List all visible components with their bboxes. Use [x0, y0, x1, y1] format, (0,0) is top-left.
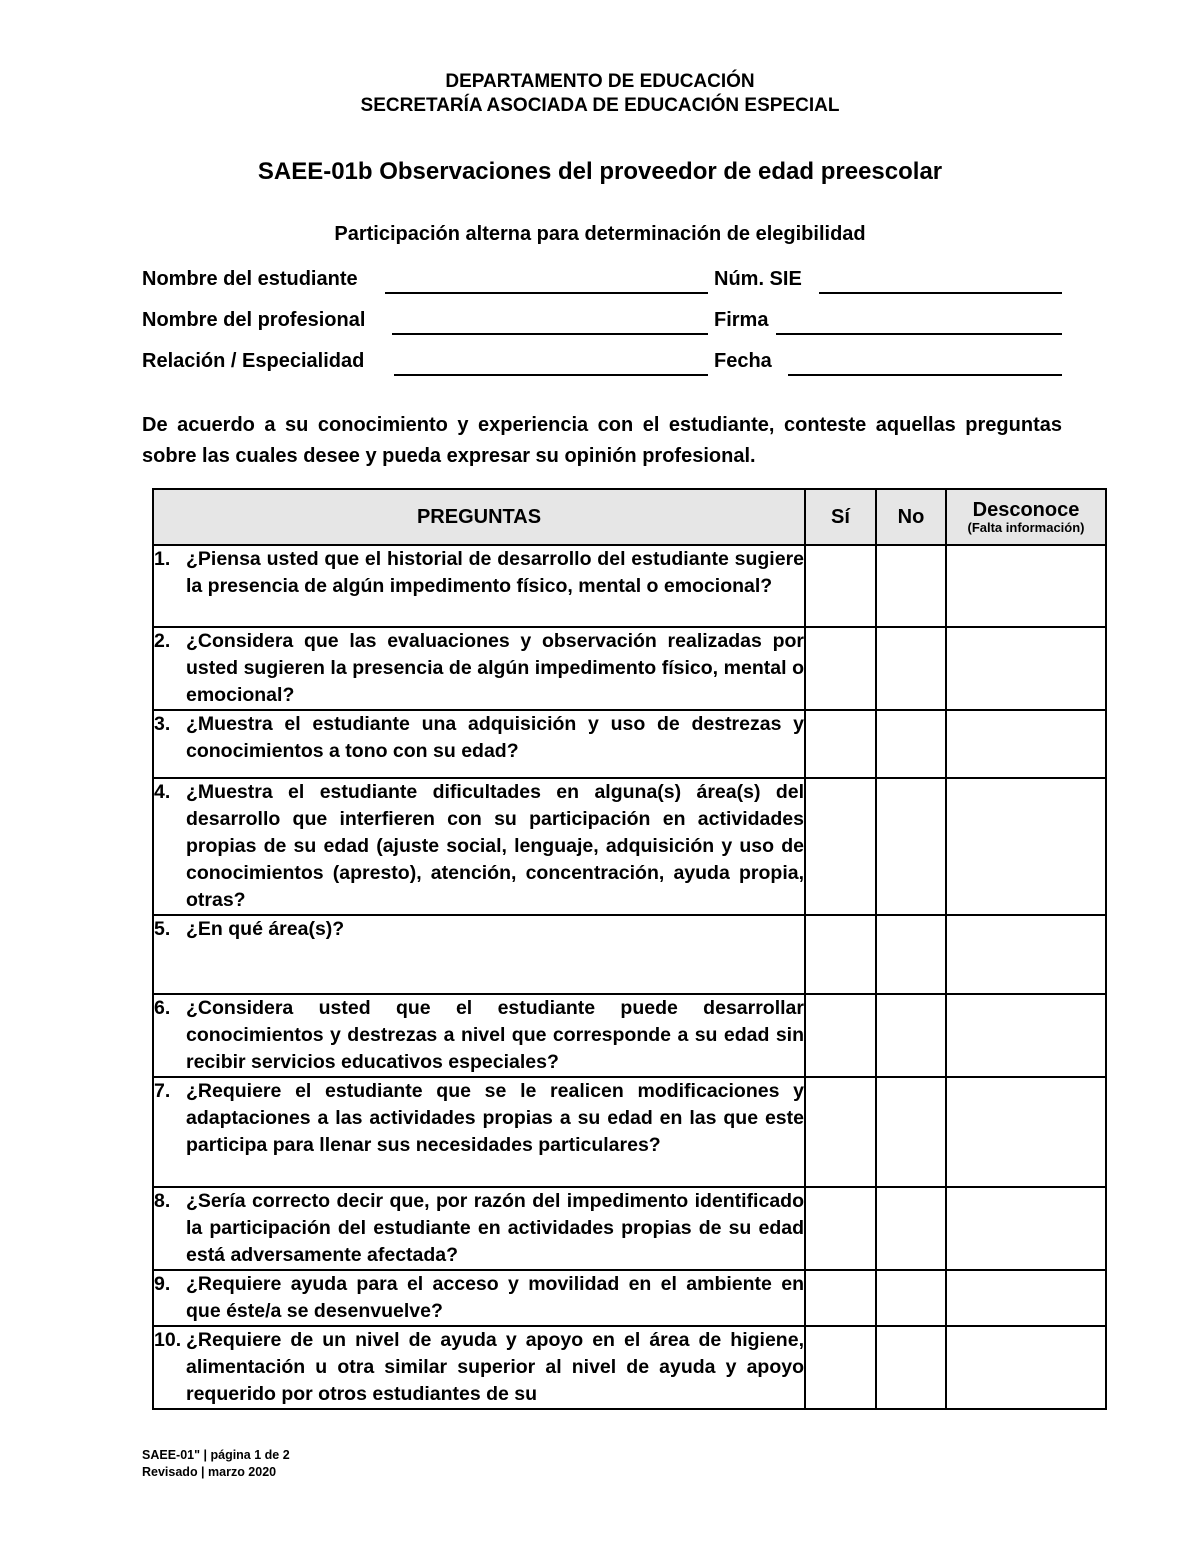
question-text: ¿Requiere de un nivel de ayuda y apoyo en el área de higiene, alimentación u otra similar superior al nivel de ayuda y apoyo requerido por otros estudiantes de su [186, 1329, 804, 1405]
answer-yes-cell[interactable] [805, 1187, 876, 1270]
form-title: SAEE-01b Observaciones del proveedor de edad preescolar [257, 158, 943, 185]
table-row [153, 915, 1106, 994]
question-cell [153, 994, 805, 1077]
answer-no-cell[interactable] [876, 994, 946, 1077]
header-no: No [876, 489, 946, 545]
question-cell [153, 710, 805, 778]
professional-name-line[interactable] [392, 333, 708, 335]
header-questions: PREGUNTAS [153, 489, 805, 545]
answer-unknown-cell[interactable] [946, 915, 1106, 994]
question-number: 3. [154, 713, 171, 735]
answer-yes-cell[interactable] [805, 545, 876, 627]
signature-line[interactable] [776, 333, 1062, 335]
table-row [153, 778, 1106, 915]
answer-yes-cell[interactable] [805, 915, 876, 994]
answer-no-cell[interactable] [876, 545, 946, 627]
header-unknown-sub: (Falta información) [967, 520, 1085, 535]
answer-unknown-cell[interactable] [946, 710, 1106, 778]
header-unknown [946, 489, 1106, 545]
answer-no-cell[interactable] [876, 915, 946, 994]
answer-no-cell[interactable] [876, 1270, 946, 1326]
table-row [153, 545, 1106, 627]
sie-number-line[interactable] [819, 292, 1062, 294]
professional-name-label: Nombre del profesional [142, 309, 366, 331]
answer-yes-cell[interactable] [805, 778, 876, 915]
table-row [153, 994, 1106, 1077]
field-row-student [142, 268, 1062, 298]
answer-no-cell[interactable] [876, 778, 946, 915]
footer-revision: Revisado | marzo 2020 [142, 1465, 277, 1479]
table-header-row [153, 489, 1106, 545]
relation-line[interactable] [394, 374, 708, 376]
question-number: 9. [154, 1273, 171, 1295]
header-unknown-label: Desconoce [972, 499, 1080, 521]
answer-unknown-cell[interactable] [946, 1326, 1106, 1409]
question-text: ¿En qué área(s)? [186, 918, 345, 940]
answer-no-cell[interactable] [876, 710, 946, 778]
answer-yes-cell[interactable] [805, 710, 876, 778]
question-cell [153, 1326, 805, 1409]
student-name-line[interactable] [385, 292, 708, 294]
header-yes: Sí [805, 489, 876, 545]
answer-unknown-cell[interactable] [946, 1270, 1106, 1326]
question-cell [153, 1187, 805, 1270]
answer-unknown-cell[interactable] [946, 627, 1106, 710]
question-number: 5. [154, 918, 171, 940]
instructions-text: De acuerdo a su conocimiento y experiencia con el estudiante, conteste aquellas preguntas sobre las cuales desee y pueda expresar su opinión profesional. [142, 414, 1062, 467]
answer-unknown-cell[interactable] [946, 778, 1106, 915]
question-number: 1. [154, 548, 171, 570]
page-footer [142, 1447, 290, 1481]
field-row-relation [142, 350, 1062, 380]
answer-no-cell[interactable] [876, 627, 946, 710]
answer-unknown-cell[interactable] [946, 1077, 1106, 1187]
answer-yes-cell[interactable] [805, 1326, 876, 1409]
question-cell [153, 778, 805, 915]
question-number: 4. [154, 781, 171, 803]
question-text: ¿Considera usted que el estudiante puede desarrollar conocimientos y destrezas a nivel que corresponde a su edad sin recibir servicios educativos especiales? [186, 997, 804, 1073]
question-cell [153, 627, 805, 710]
secretariat-name: SECRETARÍA ASOCIADA DE EDUCACIÓN ESPECIAL [360, 95, 840, 116]
question-text: ¿Piensa usted que el historial de desarrollo del estudiante sugiere la presencia de algún impedimento físico, mental o emocional? [186, 548, 804, 597]
answer-unknown-cell[interactable] [946, 994, 1106, 1077]
questions-table [152, 488, 1107, 1410]
table-row [153, 1326, 1106, 1409]
question-text: ¿Considera que las evaluaciones y observación realizadas por usted sugieren la presencia de algún impedimento físico, mental o emocional? [186, 630, 804, 706]
answer-yes-cell[interactable] [805, 1270, 876, 1326]
question-number: 8. [154, 1190, 171, 1212]
answer-no-cell[interactable] [876, 1326, 946, 1409]
answer-yes-cell[interactable] [805, 994, 876, 1077]
answer-no-cell[interactable] [876, 1187, 946, 1270]
question-text: ¿Muestra el estudiante dificultades en alguna(s) área(s) del desarrollo que interfieren con su participación en actividades propias de su edad (ajuste social, lenguaje, adquisición y uso de conocimientos (apresto), atención, concentración, ayuda propia, otras? [186, 781, 804, 911]
department-name: DEPARTAMENTO DE EDUCACIÓN [445, 71, 755, 92]
question-cell [153, 915, 805, 994]
table-row [153, 1077, 1106, 1187]
student-name-label: Nombre del estudiante [142, 268, 358, 290]
question-number: 10. [154, 1329, 182, 1351]
table-row [153, 710, 1106, 778]
date-label: Fecha [714, 350, 772, 372]
signature-label: Firma [714, 309, 769, 331]
field-row-professional [142, 309, 1062, 339]
answer-yes-cell[interactable] [805, 1077, 876, 1187]
answer-yes-cell[interactable] [805, 627, 876, 710]
form-subtitle: Participación alterna para determinación de elegibilidad [334, 223, 866, 245]
table-row [153, 1270, 1106, 1326]
table-row [153, 1187, 1106, 1270]
question-cell [153, 1270, 805, 1326]
question-number: 2. [154, 630, 171, 652]
answer-unknown-cell[interactable] [946, 1187, 1106, 1270]
question-text: ¿Sería correcto decir que, por razón del impedimento identificado la participación del estudiante en actividades propias de su edad está adversamente afectada? [186, 1190, 804, 1266]
document-header [0, 70, 1200, 118]
question-number: 6. [154, 997, 171, 1019]
question-number: 7. [154, 1080, 171, 1102]
relation-label: Relación / Especialidad [142, 350, 365, 372]
sie-number-label: Núm. SIE [714, 268, 802, 290]
question-text: ¿Requiere ayuda para el acceso y movilidad en el ambiente en que éste/a se desenvuelve? [186, 1273, 804, 1322]
answer-no-cell[interactable] [876, 1077, 946, 1187]
footer-page-info: SAEE-01" | página 1 de 2 [142, 1448, 290, 1462]
question-cell [153, 1077, 805, 1187]
date-line[interactable] [788, 374, 1062, 376]
question-text: ¿Muestra el estudiante una adquisición y uso de destrezas y conocimientos a tono con su edad? [186, 713, 804, 762]
question-text: ¿Requiere el estudiante que se le realicen modificaciones y adaptaciones a las actividades propias a su edad en las que este participa para llenar sus necesidades particulares? [186, 1080, 804, 1156]
table-row [153, 627, 1106, 710]
answer-unknown-cell[interactable] [946, 545, 1106, 627]
question-cell [153, 545, 805, 627]
